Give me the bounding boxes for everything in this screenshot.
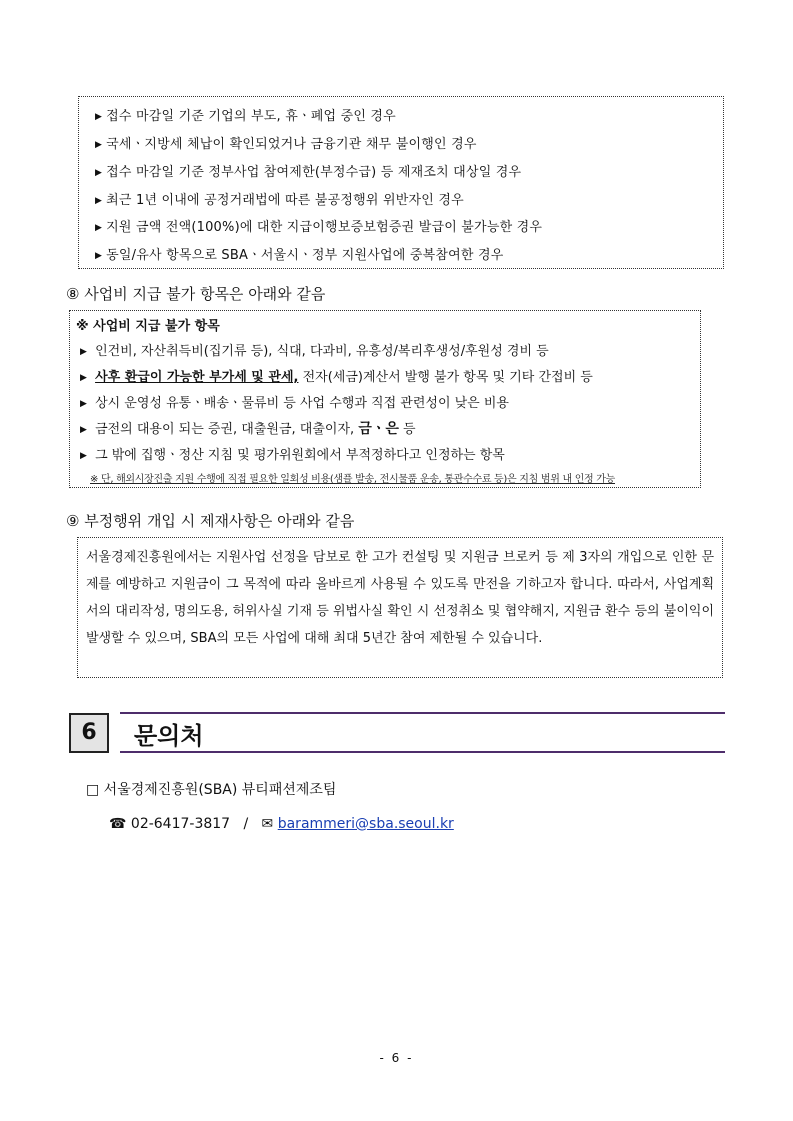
bullet-triangle-icon: ▶ (80, 425, 87, 435)
bullet-triangle-icon: ▶ (80, 373, 87, 383)
section-rule-top (120, 712, 725, 714)
section-title: 문의처 (134, 722, 204, 750)
email-link[interactable]: barammeri@sba.seoul.kr (277, 816, 454, 832)
list-item: ▶ 사후 환급이 가능한 부가세 및 관세, 전자(세금)계산서 발행 불가 항목 및 기타 간접비 등 (80, 370, 593, 385)
list-item: ▶ 최근 1년 이내에 공정거래법에 따른 불공정행위 위반자인 경우 (95, 193, 464, 208)
contact-organization: □ 서울경제진흥원(SBA) 뷰티패션제조팀 (86, 782, 337, 798)
bullet-triangle-icon: ▶ (80, 347, 87, 357)
box-title: ※ 사업비 지급 불가 항목 (76, 319, 220, 334)
item8-heading: ⑧ 사업비 지급 불가 항목은 아래와 같음 (66, 285, 326, 303)
list-item: ▶ 금전의 대용이 되는 증권, 대출원금, 대출이자, 금ㆍ은 등 (80, 421, 416, 437)
footnote: ※ 단, 해외시장진출 지원 수행에 직접 필요한 일회성 비용(샘플 발송, 전시물품 운송, 통관수수료 등)은 지침 범위 내 인정 가능 (90, 474, 616, 485)
list-item: ▶ 동일/유사 항목으로 SBAㆍ서울시ㆍ정부 지원사업에 중복참여한 경우 (95, 248, 504, 263)
section-rule-bottom (120, 751, 725, 753)
bullet-triangle-icon: ▶ (95, 112, 103, 122)
list-item: ▶ 인건비, 자산취득비(집기류 등), 식대, 다과비, 유흥성/복리후생성/후원성 경비 등 (80, 344, 549, 359)
sanctions-box (77, 537, 723, 678)
contact-line (109, 816, 454, 832)
list-item: ▶ 국세ㆍ지방세 체납이 확인되었거나 금융기관 채무 불이행인 경우 (95, 137, 477, 152)
item9-heading: ⑨ 부정행위 개입 시 제재사항은 아래와 같음 (66, 512, 355, 530)
bullet-triangle-icon: ▶ (95, 140, 103, 150)
contact-separator: / (243, 816, 249, 832)
list-item: ▶ 접수 마감일 기준 정부사업 참여제한(부정수급) 등 제재조치 대상일 경우 (95, 165, 522, 180)
phone-number: 02-6417-3817 (130, 816, 231, 832)
sanctions-paragraph: 서울경제진흥원에서는 지원사업 선정을 담보로 한 고가 컨설팅 및 지원금 브로커 등 제 3자의 개입으로 인한 문제를 예방하고 지원금이 그 목적에 따라 올바르게 사용될 수 있도록 만전을 기하고자 합니다. 따라서, 사업계획서의 대리작성, 명의도용, 허위사실 기재 등 위법사실 확인 시 선정취소 및 협약해지, 지원금 환수 등의 불이익이 발생할 수 있으며, SBA의 모든 사업에 대해 최대 5년간 참여 제한될 수 있습니다. (86, 550, 714, 646)
bullet-triangle-icon: ▶ (80, 451, 87, 461)
list-item: ▶ 지원 금액 전액(100%)에 대한 지급이행보증보험증권 발급이 불가능한 경우 (95, 220, 543, 235)
section-number: 6 (69, 713, 109, 753)
list-item: ▶ 상시 운영성 유통ㆍ배송ㆍ물류비 등 사업 수행과 직접 관련성이 낮은 비용 (80, 396, 509, 411)
page-number: - 6 - (379, 1051, 414, 1065)
bullet-triangle-icon: ▶ (95, 251, 103, 261)
bullet-triangle-icon: ▶ (95, 196, 103, 206)
non-payable-items-box (69, 310, 701, 488)
bullet-triangle-icon: ▶ (95, 223, 103, 233)
bullet-triangle-icon: ▶ (80, 399, 87, 409)
phone-icon: ☎ (109, 816, 127, 832)
bullet-triangle-icon: ▶ (95, 168, 103, 178)
mail-icon: ✉ (261, 816, 274, 832)
list-item: ▶ 접수 마감일 기준 기업의 부도, 휴ㆍ폐업 중인 경우 (95, 109, 396, 124)
list-item: ▶ 그 밖에 집행ㆍ정산 지침 및 평가위원회에서 부적정하다고 인정하는 항목 (80, 448, 505, 463)
ineligibility-box (78, 96, 724, 269)
